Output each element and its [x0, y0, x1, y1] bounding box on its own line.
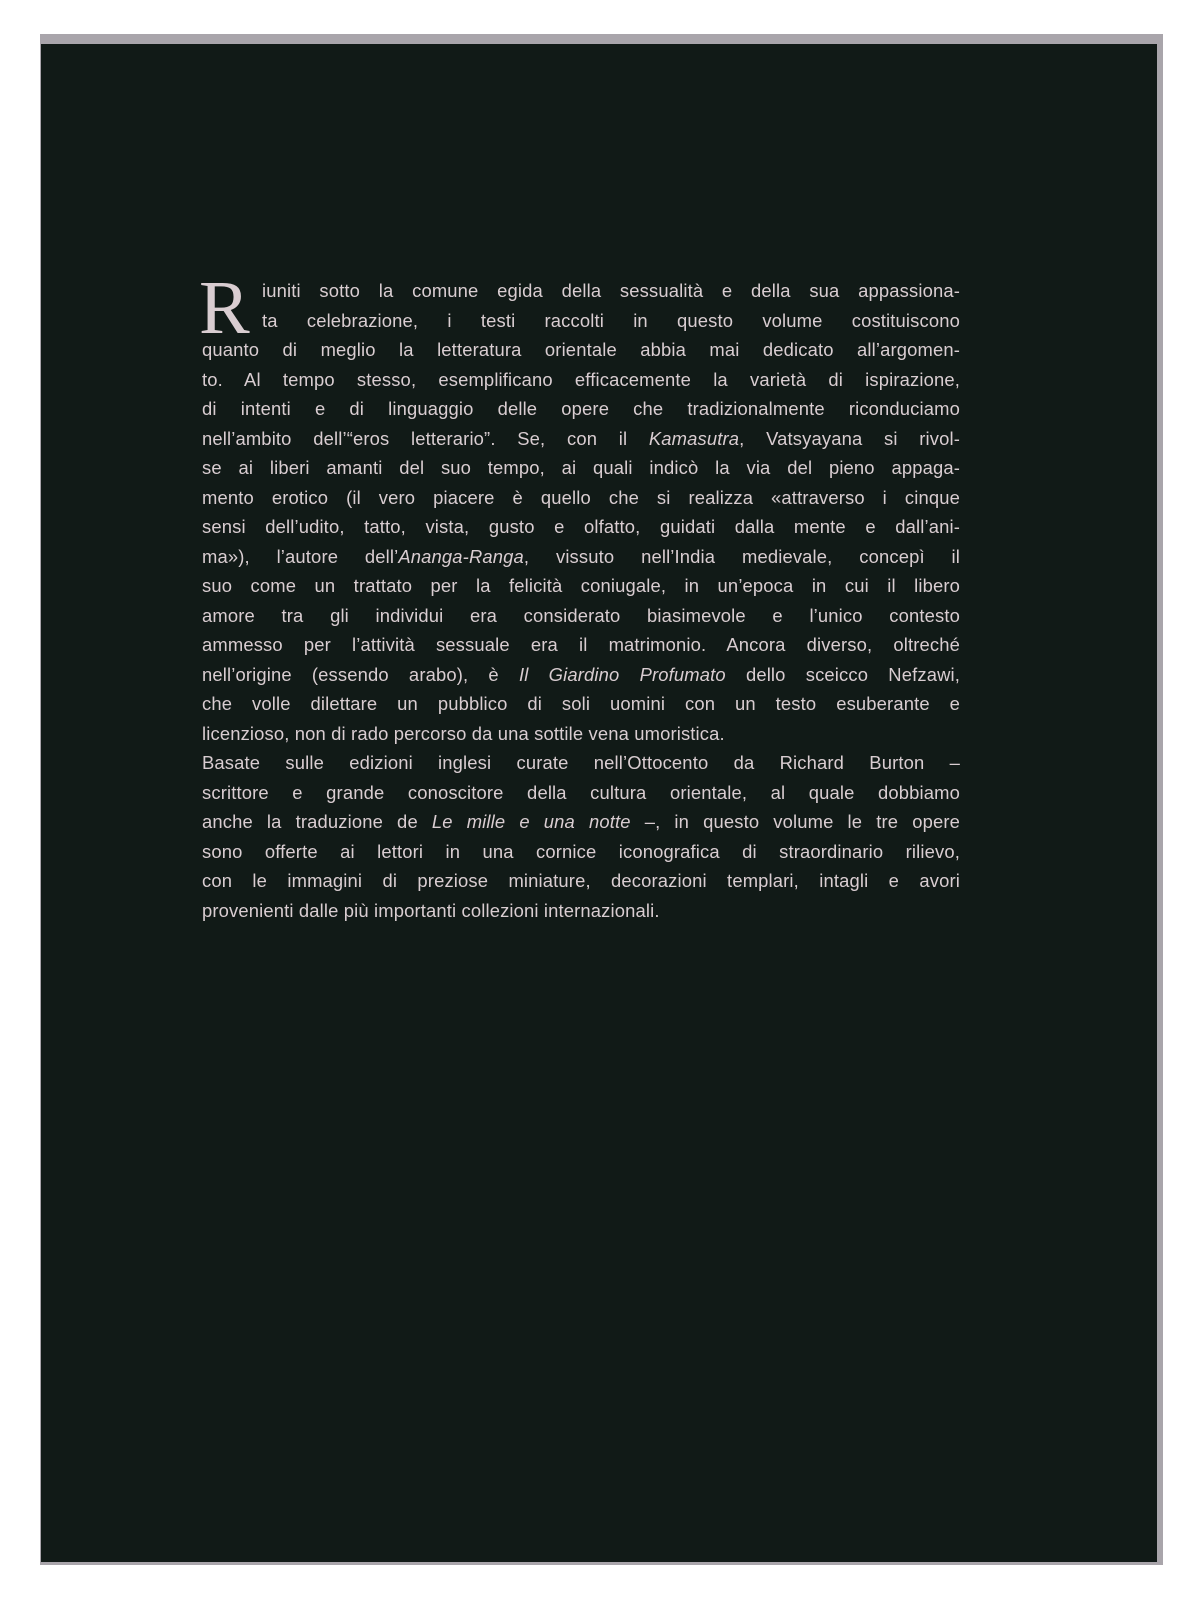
- blurb-line: [202, 778, 960, 808]
- blurb-line-text: Basate sulle edizioni inglesi curate nell’Ottocento da Richard Burton –: [202, 752, 960, 773]
- blurb-line-text: ammesso per l’attività sessuale era il matrimonio. Ancora diverso, oltreché: [202, 634, 960, 655]
- drop-cap: R: [199, 266, 250, 350]
- blurb-line-text: licenzioso, non di rado percorso da una sottile vena umoristica.: [202, 722, 725, 744]
- blurb-line-text: suo come un trattato per la felicità coniugale, in un’epoca in cui il libero: [202, 575, 960, 596]
- blurb-line: [202, 424, 960, 454]
- blurb-line: [202, 896, 960, 926]
- blurb-line: [202, 335, 960, 365]
- blurb-text: [199, 266, 961, 925]
- blurb-line: [202, 601, 960, 631]
- book-title-ananga-ranga: Ananga-Ranga: [398, 545, 524, 567]
- blurb-line: [202, 483, 960, 513]
- blurb-line-text: to. Al tempo stesso, esemplificano efficacemente la varietà di ispirazione,: [202, 368, 960, 390]
- blurb-line-text: con le immagini di preziose miniature, decorazioni templari, intagli e avori: [202, 870, 960, 891]
- blurb-line: [202, 571, 960, 601]
- blurb-line-text: scrittore e grande conoscitore della cultura orientale, al quale dobbiamo: [202, 781, 960, 803]
- blurb-line: [202, 689, 960, 719]
- book-title-giardino-profumato: Il Giardino Profumato: [519, 663, 726, 685]
- blurb-line-text: provenienti dalle più importanti collezioni internazionali.: [202, 899, 660, 921]
- blurb-line: [202, 512, 960, 542]
- book-title-kamasutra: Kamasutra: [648, 427, 740, 449]
- blurb-line: [202, 453, 960, 483]
- blurb-line-text: amore tra gli individui era considerato biasimevole e l’unico contesto: [202, 604, 960, 626]
- blurb-line: [202, 837, 960, 867]
- blurb-line-text: sensi dell’udito, tatto, vista, gusto e olfatto, guidati dalla mente e dall’ani-: [202, 516, 960, 537]
- blurb-line-text: ta celebrazione, i testi raccolti in questo volume costituiscono: [262, 309, 960, 331]
- blurb-line-text: anche la traduzione de: [202, 811, 432, 832]
- blurb-line-text: sono offerte ai lettori in una cornice iconografica di straordinario rilievo,: [202, 840, 960, 862]
- blurb-line: [202, 719, 960, 749]
- blurb-line-text: iuniti sotto la comune egida della sessualità e della sua appassiona-: [262, 280, 960, 301]
- blurb-line: [202, 748, 960, 778]
- blurb-line: [202, 365, 960, 395]
- blurb-line: [202, 306, 960, 336]
- blurb-line: [202, 807, 960, 837]
- blurb-line: [202, 394, 960, 424]
- blurb-line-text: quanto di meglio la letteratura orientale abbia mai dedicato all’argomen-: [202, 339, 960, 360]
- blurb-line: [202, 630, 960, 660]
- blurb-line-text: se ai liberi amanti del suo tempo, ai quali indicò la via del pieno appaga-: [202, 457, 960, 478]
- blurb-line: [202, 866, 960, 896]
- blurb-line-text: , Vatsyayana si rivol-: [739, 427, 960, 449]
- blurb-line-text: che volle dilettare un pubblico di soli uomini con un testo esuberante e: [202, 693, 960, 714]
- blurb-line: [202, 276, 960, 306]
- blurb-line-text: dello sceicco Nefzawi,: [725, 663, 961, 685]
- book-title-mille-e-una-notte: Le mille e una notte: [431, 811, 631, 832]
- blurb-line-text: mento erotico (il vero piacere è quello che si realizza «attraverso i cinque: [202, 486, 960, 508]
- blurb-line-text: di intenti e di linguaggio delle opere che tradizionalmente riconduciamo: [202, 398, 960, 419]
- blurb-line-text: ma»), l’autore dell’: [202, 545, 399, 567]
- blurb-line: [202, 660, 960, 690]
- blurb-line-text: nell’ambito dell’“eros letterario”. Se, con il: [202, 427, 649, 449]
- blurb-line: [202, 542, 960, 572]
- blurb-line-text: –, in questo volume le tre opere: [630, 811, 961, 832]
- blurb-line-text: , vissuto nell’India medievale, concepì il: [523, 545, 960, 567]
- blurb-line-text: nell’origine (essendo arabo), è: [202, 663, 519, 685]
